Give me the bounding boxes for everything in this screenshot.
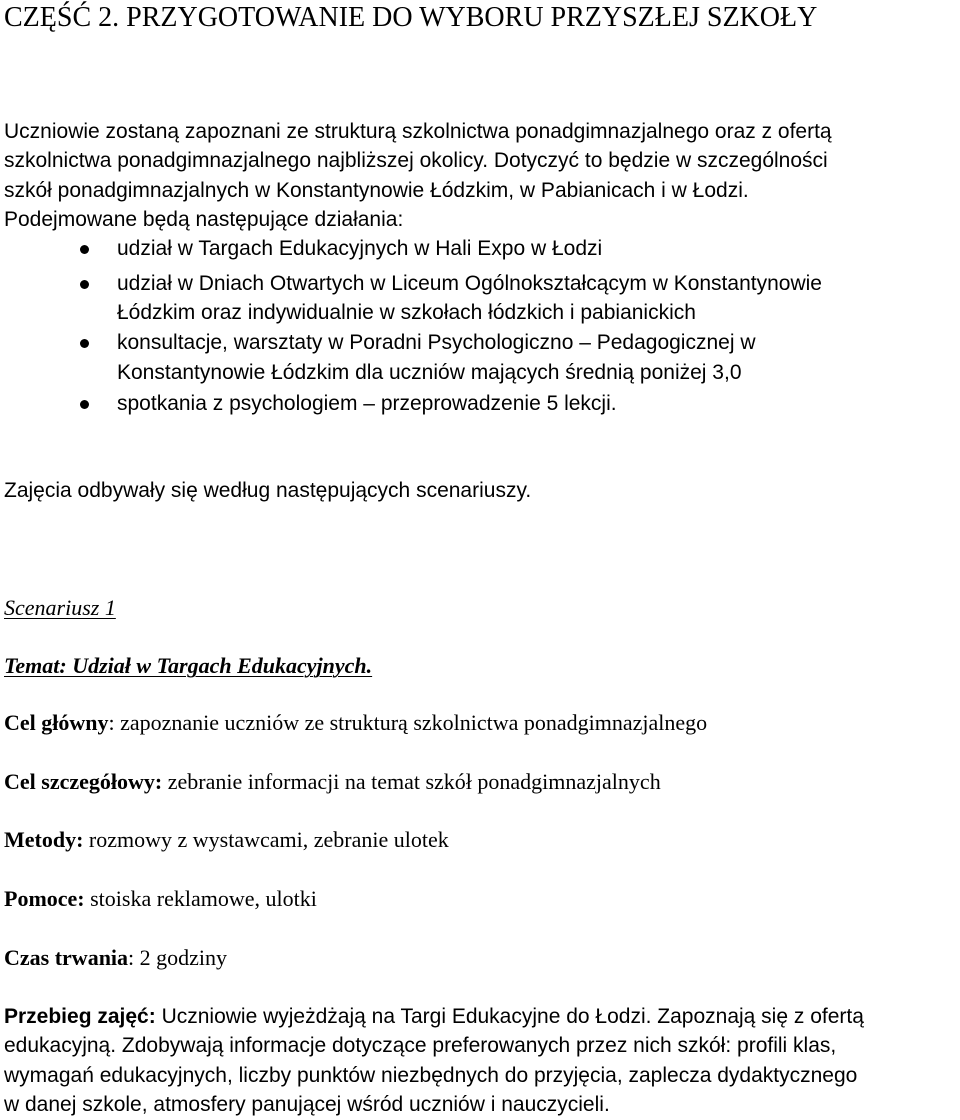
field-main-goal	[4, 708, 707, 738]
bullet-dot	[80, 280, 89, 289]
field-aids	[4, 884, 317, 914]
course-text: Uczniowie wyjeżdżają na Targi Edukacyjne do Łodzi. Zapoznają się z ofertą	[155, 1005, 864, 1028]
bullet-item-3-line-1: konsultacje, warsztaty w Poradni Psychologiczno – Pedagogicznej w	[117, 331, 756, 354]
intro-line-2	[4, 146, 828, 176]
field-separator: :	[108, 710, 121, 735]
field-detailed-goal	[4, 767, 661, 797]
field-label: Pomoce:	[4, 886, 85, 911]
course-line-2: edukacyjną. Zdobywają informacje dotyczące preferowanych przez nich szkół: profili klas,	[4, 1034, 837, 1057]
intro-line-1: Uczniowie zostaną zapoznani ze strukturą szkolnictwa ponadgimnazjalnego oraz z ofertą	[4, 120, 832, 143]
bullet-item-3-line-2: Konstantynowie Łódzkim dla uczniów mających średnią poniżej 3,0	[117, 361, 742, 384]
field-value: zebranie informacji na temat szkół ponadgimnazjalnych	[167, 769, 661, 794]
field-methods	[4, 825, 449, 855]
bullet-dot	[80, 245, 89, 254]
bullet-dot	[80, 400, 89, 409]
field-separator: :	[128, 945, 140, 970]
course-line-3: wymagań edukacyjnych, liczby punktów niezbędnych do przyjęcia, zaplecza dydaktycznego	[4, 1064, 858, 1087]
bullet-dot	[80, 339, 89, 348]
field-value: rozmowy z wystawcami, zebranie ulotek	[88, 827, 449, 852]
course-line-4: w danej szkole, atmosfery panującej wśród uczniów i nauczycieli.	[4, 1093, 610, 1116]
field-duration	[4, 943, 227, 973]
field-label: Metody:	[4, 827, 84, 852]
field-value: stoiska reklamowe, ulotki	[90, 886, 317, 911]
field-value: zapoznanie uczniów ze strukturą szkolnictwa ponadgimnazjalnego	[120, 710, 708, 735]
bullet-item-2-line-1: udział w Dniach Otwartych w Liceum Ogólnokształcącym w Konstantynowie	[117, 272, 822, 295]
field-label: Czas trwania	[4, 945, 129, 970]
field-label: Cel szczegółowy:	[4, 769, 163, 794]
bullet-item-4: spotkania z psychologiem – przeprowadzenie 5 lekcji.	[117, 392, 617, 415]
section-heading: CZĘŚĆ 2. PRZYGOTOWANIE DO WYBORU PRZYSZŁEJ SZKOŁY	[4, 2, 818, 33]
course-label: Przebieg zajęć:	[4, 1005, 156, 1028]
course-line-1	[4, 1002, 864, 1032]
intro-line-3: szkół ponadgimnazjalnych w Konstantynowie Łódzkim, w Pabianicach i w Łodzi.	[4, 179, 749, 202]
intro-line-2a: szkolnictwa ponadgimnazjalnego najbliższej okolicy.	[4, 149, 489, 172]
field-value: 2 godziny	[139, 945, 228, 970]
bullet-item-2-line-2: Łódzkim oraz indywidualnie w szkołach łódzkich i pabianickich	[117, 301, 696, 324]
scenario-topic: Temat: Udział w Targach Edukacyjnych.	[4, 653, 373, 678]
intro-line-2b: Dotyczyć to będzie w szczególności	[488, 149, 828, 172]
scenarios-intro: Zajęcia odbywały się według następujących scenariuszy.	[4, 479, 532, 502]
intro-line-4: Podejmowane będą następujące działania:	[4, 208, 404, 231]
scenario-title: Scenariusz 1	[4, 595, 116, 620]
bullet-item-1: udział w Targach Edukacyjnych w Hali Expo w Łodzi	[117, 237, 603, 260]
field-label: Cel główny	[4, 710, 109, 735]
